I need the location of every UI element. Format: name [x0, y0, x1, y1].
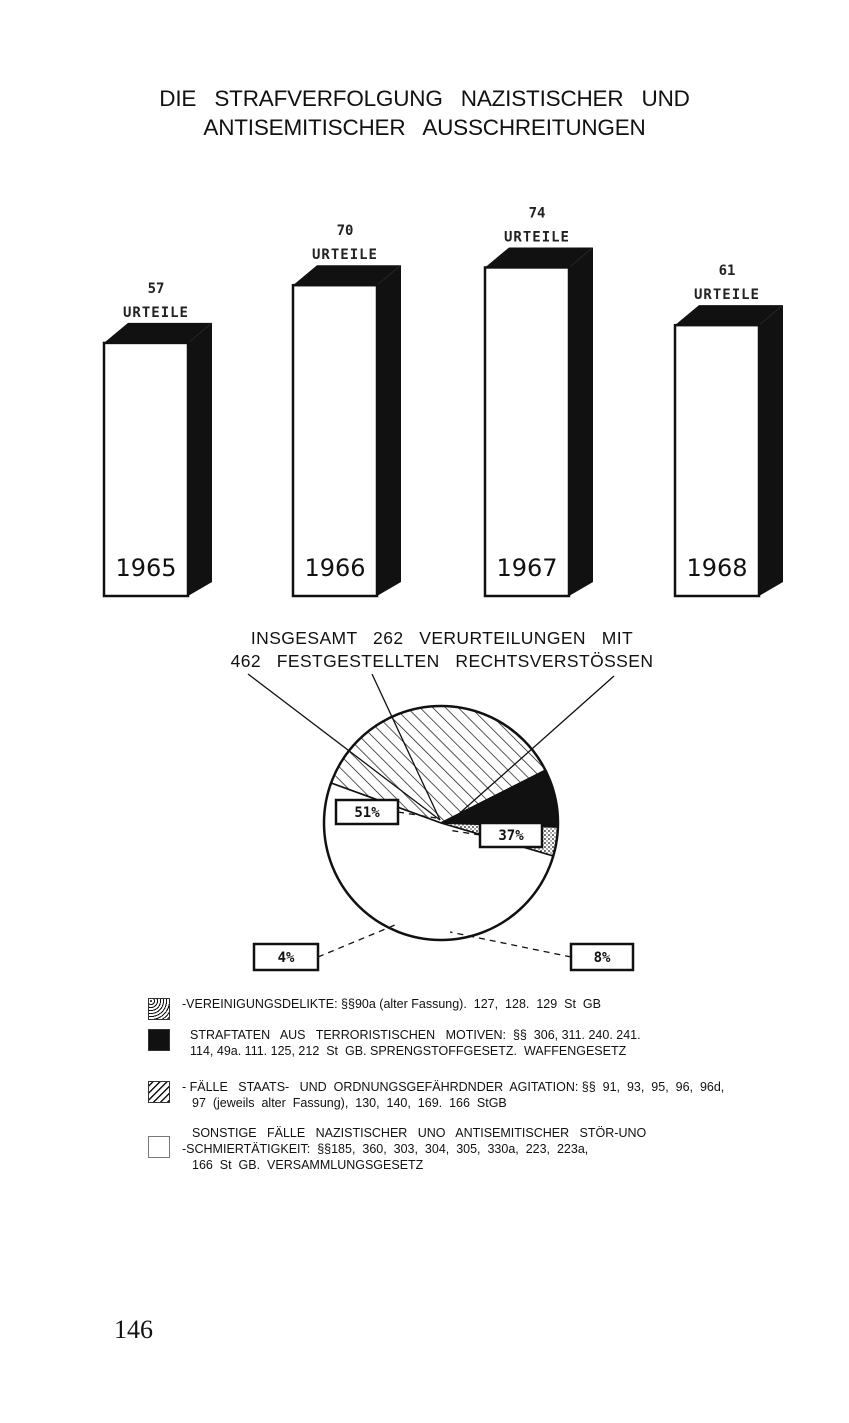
legend-text-line: SONSTIGE FÄLLE NAZISTISCHER UNO ANTISEMITISCHER STÖR-UNO — [192, 1126, 647, 1140]
legend-text-line: 114, 49a. 111. 125, 212 St GB. SPRENGSTOFFGESETZ. WAFFENGESETZ — [190, 1044, 627, 1058]
legend-item — [182, 1079, 724, 1111]
bar-value-label: 61 — [718, 263, 736, 280]
pie-label-line — [318, 925, 395, 957]
bar-year-label: 1965 — [115, 554, 177, 582]
bar-side — [759, 305, 783, 596]
bar-unit-label: URTEILE — [311, 247, 379, 264]
pie-chart — [0, 670, 849, 980]
legend-swatch-dotted — [148, 998, 170, 1020]
legend-text-line: -SCHMIERTÄTIGKEIT: §§185, 360, 303, 304, 305, 330a, 223, 223a, — [182, 1142, 589, 1156]
legend-text-line: - FÄLLE STAATS- UND ORDNUNGSGEFÄHRDNDER AGITATION: §§ 91, 93, 95, 96, 96d, — [182, 1080, 725, 1094]
bar-front — [293, 285, 377, 596]
bar-1967 — [485, 205, 593, 596]
bar-year-label: 1966 — [304, 554, 366, 582]
legend-text-line: -VEREINIGUNGSDELIKTE: §§90a (alter Fassung). 127, 128. 129 St GB — [182, 997, 601, 1011]
legend-swatch-hatched — [148, 1081, 170, 1103]
bar-side — [377, 265, 401, 596]
pie-label-text: 4% — [277, 950, 295, 966]
bar-unit-label: URTEILE — [693, 287, 761, 304]
page-title — [0, 84, 849, 142]
legend-text-line: 166 St GB. VERSAMMLUNGSGESETZ — [192, 1158, 424, 1172]
bar-side — [569, 247, 593, 596]
legend-text-line: 97 (jeweils alter Fassung), 130, 140, 169. 166 StGB — [192, 1096, 507, 1110]
legend-item — [190, 1027, 641, 1059]
pie-label-8 — [450, 932, 633, 970]
bar-value-label: 74 — [528, 205, 546, 222]
bar-side — [188, 323, 212, 596]
legend-swatch-white — [148, 1136, 170, 1158]
pie-heading-line-2: 462 FESTGESTELLTEN RECHTSVERSTÖSSEN — [230, 651, 654, 671]
legend-item — [182, 1125, 646, 1173]
title-line-1: DIE STRAFVERFOLGUNG NAZISTISCHER UND — [159, 86, 690, 111]
bar-value-label: 57 — [147, 280, 165, 297]
pie-label-text: 8% — [593, 950, 611, 966]
pie-label-text: 51% — [354, 805, 380, 821]
bar-front — [485, 267, 569, 596]
pie-heading-line-1: INSGESAMT 262 VERURTEILUNGEN MIT — [250, 628, 634, 648]
bar-unit-label: URTEILE — [122, 304, 190, 321]
legend-swatch-black — [148, 1029, 170, 1051]
bar-1968 — [675, 263, 783, 596]
pie-chart-heading — [0, 627, 849, 673]
bar-unit-label: URTEILE — [503, 229, 571, 246]
title-line-2: ANTISEMITISCHER AUSSCHREITUNGEN — [203, 115, 646, 140]
page-number: 146 — [114, 1315, 153, 1344]
bar-chart — [0, 180, 849, 620]
legend-text-line: STRAFTATEN AUS TERRORISTISCHEN MOTIVEN: §§ 306, 311. 240. 241. — [190, 1028, 641, 1042]
bar-year-label: 1968 — [686, 554, 748, 582]
legend-item — [182, 996, 601, 1012]
pie-label-4 — [254, 925, 395, 970]
pie-label-text: 37% — [498, 828, 524, 844]
bar-value-label: 70 — [336, 223, 354, 240]
bar-1966 — [293, 223, 401, 596]
bar-year-label: 1967 — [496, 554, 558, 582]
bar-1965 — [104, 281, 212, 596]
